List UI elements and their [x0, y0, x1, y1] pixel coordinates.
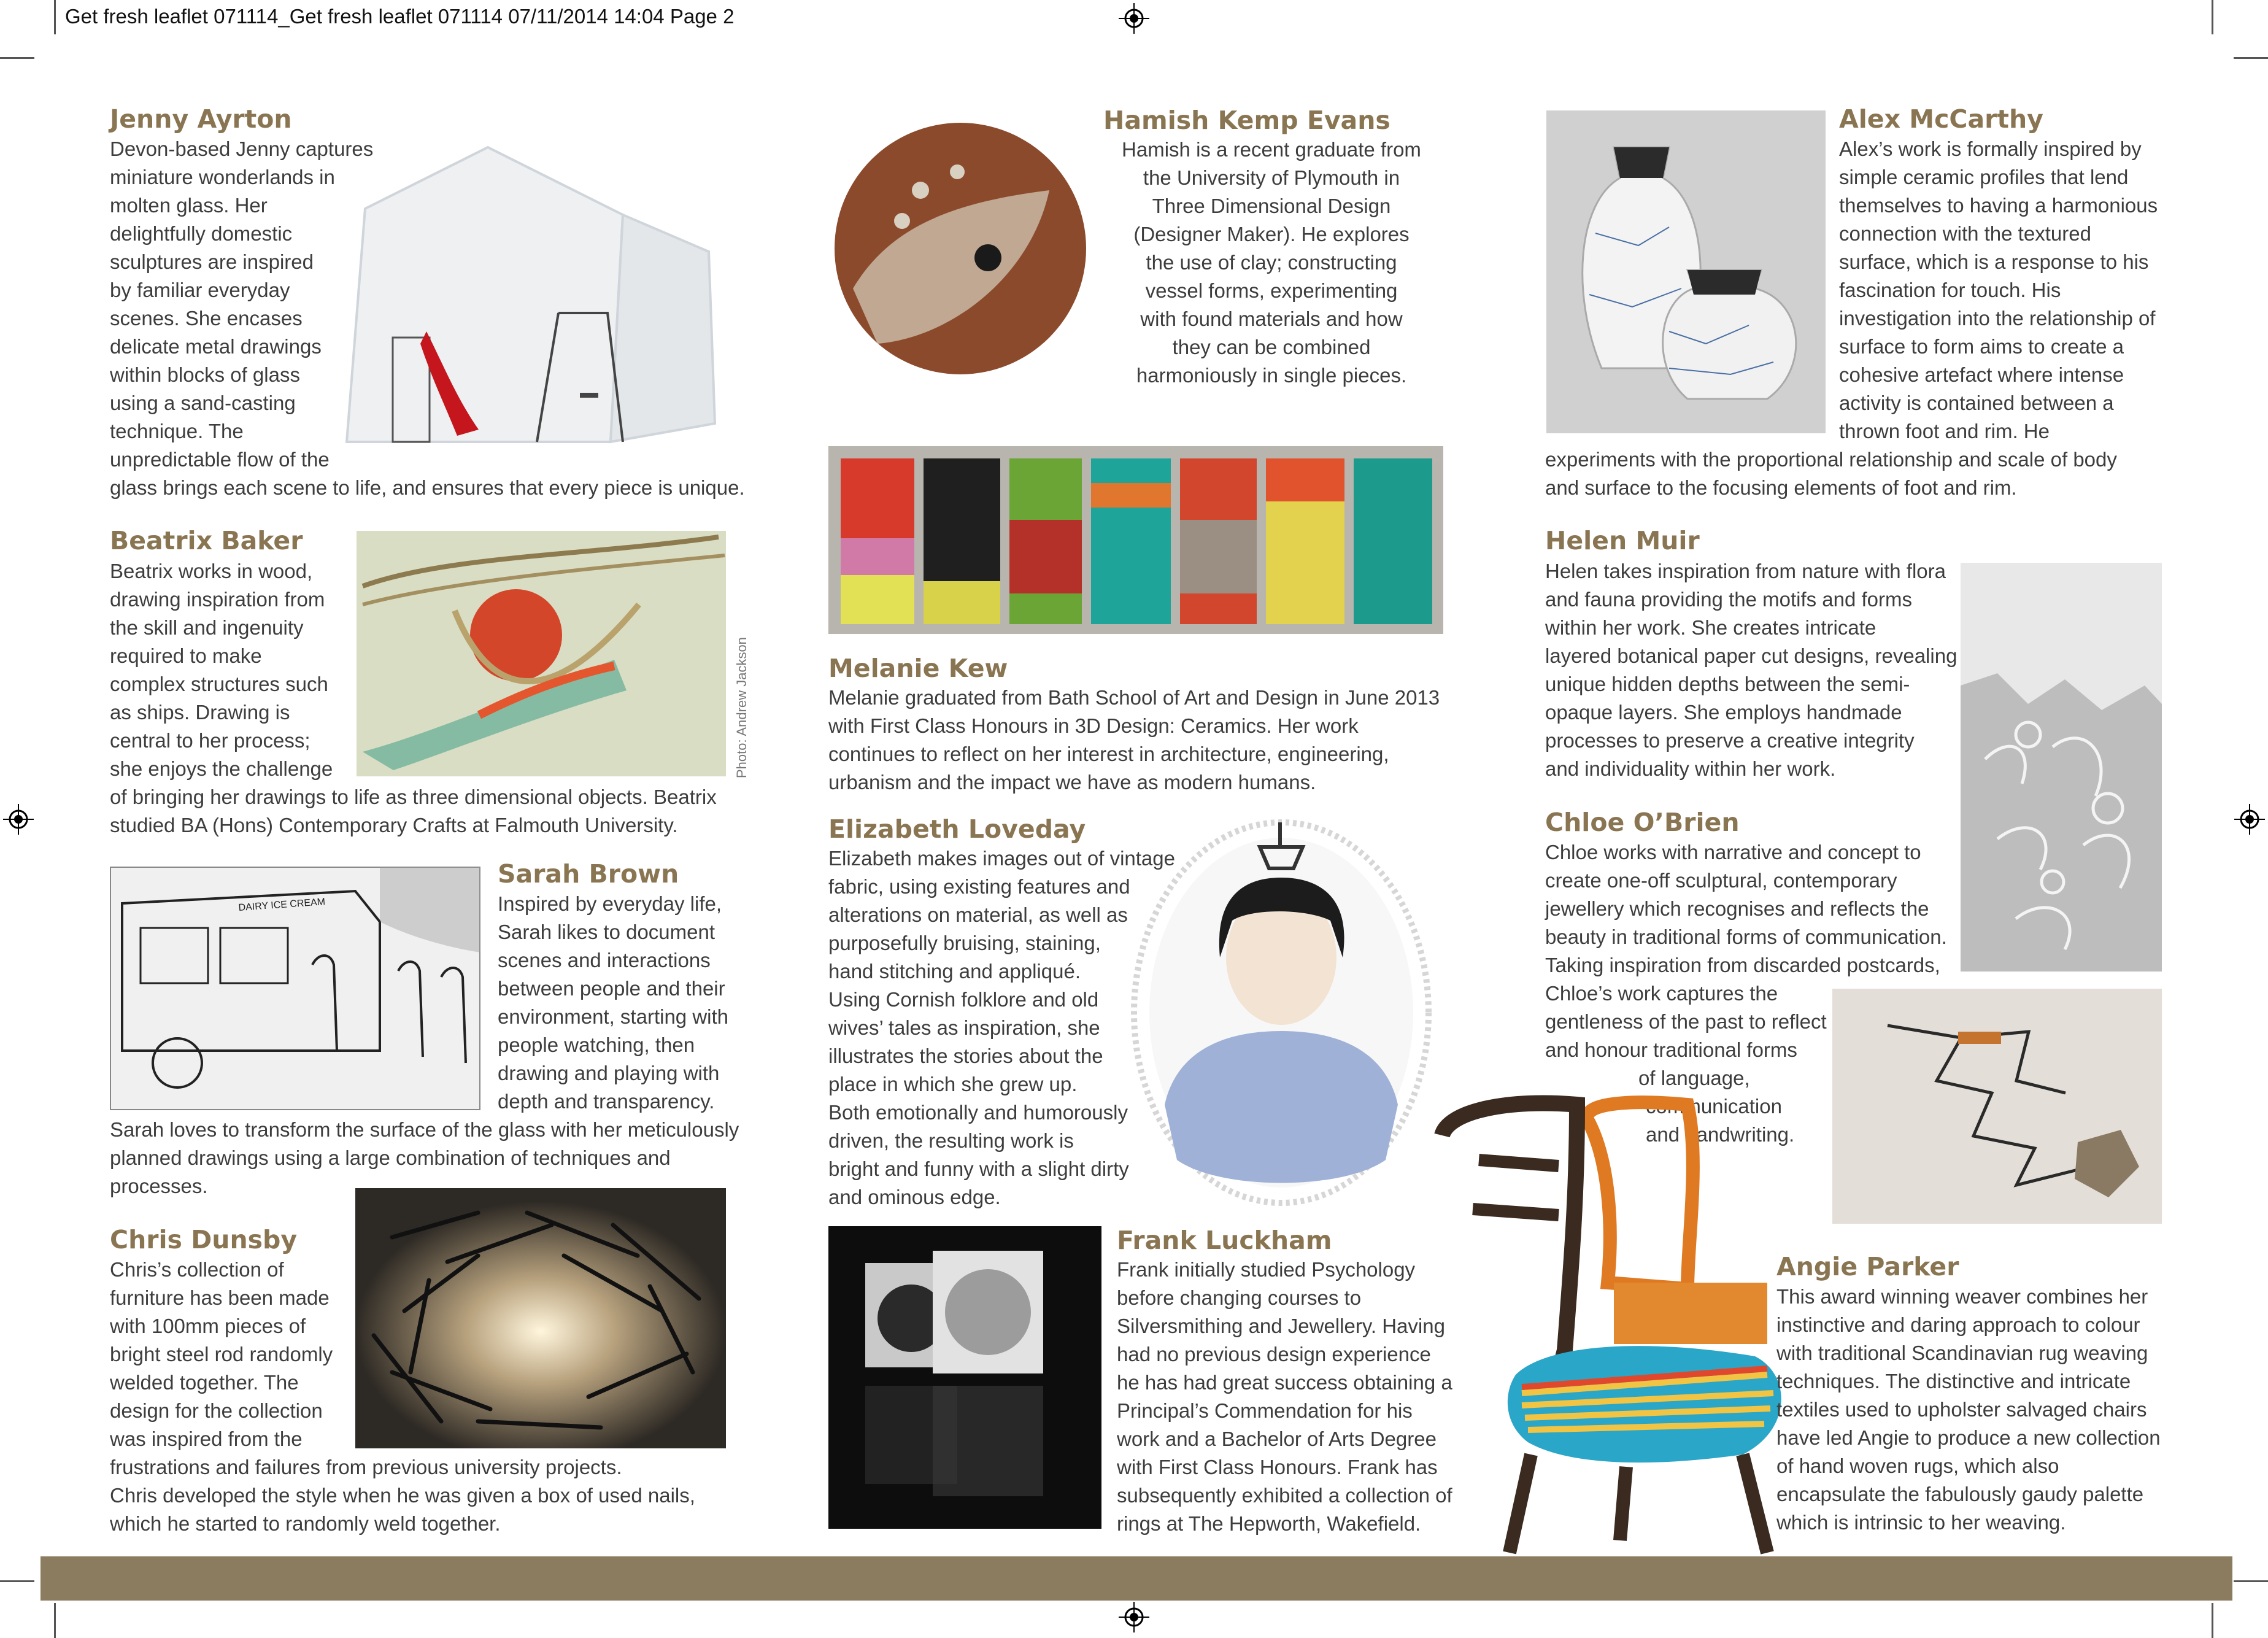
maker-bio: Chris’s collection of furniture has been made with 100mm pieces of bright steel rod randomly welded together. The design for the collection was inspired from the frustrations and failures from previous university projects. Chris developed the style when he was given a box of used nails, which he started to randomly weld together. [110, 1258, 695, 1535]
maker-bio: Elizabeth makes images out of vintage fabric, using existing features and alterations on material, as well as purposefully bruising, staining, hand stitching and appliqué. Using Cornish folklore and old wives’ tales as inspiration, she illustrates the stories about the place in which she grew up. Both emotionally and humorously driven, the resulting work is bright and funny with a slight dirty and ominous edge. [828, 847, 1175, 1208]
maker-name: Melanie Kew [828, 654, 1008, 683]
maker-bio: Alex’s work is formally inspired by simple ceramic profiles that lend themselves to having a harmonious connection with the textured surface, which is a response to his fascination for touch. His investigation into the relationship of surface to form aims to create a cohesive artefact where intense activity is contained between a thrown foot and rim. He [1839, 137, 2158, 442]
maker-name: Helen Muir [1545, 526, 1700, 555]
registration-mark-icon [2234, 804, 2265, 835]
registration-mark-icon [1119, 1602, 1149, 1632]
maker-name: Chris Dunsby [110, 1225, 298, 1254]
wooden-structure-illustration [357, 531, 726, 776]
maker-bio: Melanie graduated from Bath School of Art and Design in June 2013 with First Class Honours in 3D Design: Ceramics. Her work continues to reflect on her interest in architecture, engineering, urbanism and the impact we have as modern humans. [828, 686, 1440, 794]
steel-rod-lamp-image [355, 1188, 726, 1448]
ceramic-vases-image [1546, 110, 1826, 433]
ceramic-cylinders-image [828, 446, 1443, 634]
ceramic-orb-illustration [828, 117, 1092, 381]
crop-mark [0, 1580, 34, 1582]
maker-bio: Beatrix works in wood, drawing inspiration from the skill and ingenuity required to make complex structures such as ships. Drawing is central to her process; she enjoys the challenge of bringing her drawings to life as three dimensional objects. Beatrix studied BA (Hons) Contemporary Crafts at Falmouth University. [110, 560, 717, 836]
doily-portrait-illustration [1128, 816, 1435, 1209]
wire-jewellery-image [1832, 989, 2162, 1224]
maker-name: Beatrix Baker [110, 526, 303, 555]
footer-band [40, 1556, 2232, 1601]
maker-name: Angie Parker [1776, 1252, 1959, 1281]
silver-rings-illustration [828, 1226, 1101, 1529]
registration-mark-icon [1119, 3, 1149, 34]
crop-mark [2234, 57, 2268, 59]
maker-name: Chloe O’Brien [1545, 808, 1740, 837]
van-sign-text: DAIRY ICE CREAM [238, 897, 326, 913]
maker-name: Frank Luckham [1117, 1226, 1332, 1255]
crop-mark [54, 0, 56, 34]
maker-name: Hamish Kemp Evans [1103, 106, 1390, 135]
crop-mark [2212, 0, 2213, 34]
maker-bio: Inspired by everyday life, Sarah likes to document scenes and interactions between people and their environment, starting with people watching, then drawing and playing with depth and transparency. [498, 892, 729, 1113]
maker-name: Jenny Ayrton [110, 104, 292, 134]
crop-mark [54, 1603, 56, 1638]
maker-bio: Frank initially studied Psychology before changing courses to Silversmithing and Jewellery. Having had no previous design experience he has had great success obtaining a Principal’s Commendation for his work and a Bachelor of Arts Degree with First Class Honours. Frank has subsequently exhibited a collection of rings at The Hepworth, Wakefield. [1117, 1258, 1452, 1535]
upholstered-chairs-image [1424, 1086, 1816, 1559]
paper-cut-image [1961, 563, 2162, 972]
maker-name: Elizabeth Loveday [828, 814, 1086, 844]
wooden-ship-sculpture-image [357, 531, 726, 776]
steel-rod-nest-illustration [355, 1188, 726, 1448]
crop-mark [2212, 1603, 2213, 1638]
ceramic-vases-illustration [1546, 110, 1826, 433]
ceramic-orb-image [828, 117, 1092, 381]
maker-bio: Devon-based Jenny captures miniature wonderlands in molten glass. Her delightfully domestic sculptures are inspired by familiar everyday scenes. She encases delicate metal drawings within blocks of glass using a sand-casting technique. The unpredictable flow of the glass brings each scene to life, and ensures that every piece is unique. [110, 137, 745, 499]
registration-mark-icon [3, 804, 34, 835]
maker-name: Alex McCarthy [1839, 104, 2043, 134]
maker-name: Sarah Brown [498, 859, 679, 889]
crop-mark [0, 57, 34, 59]
paper-cut-illustration [1961, 563, 2162, 972]
maker-bio: Helen takes inspiration from nature with flora and fauna providing the motifs and forms within her work. She creates intricate layered botanical paper cut designs, revealing unique hidden depths between the semi- opaque layers. She employs handmade processes to preserve a creative integrity and individuality within her work. [1545, 560, 1958, 780]
fabric-portrait-image [1128, 816, 1435, 1209]
ice-cream-van-drawing [110, 867, 480, 1110]
crop-mark [2234, 1580, 2268, 1582]
maker-bio: This award winning weaver combines her instinctive and daring approach to colour with traditional Scandinavian rug weaving techniques. The distinctive and intricate textiles used to upholster salvaged chairs have led Angie to produce a new collection of hand woven rugs, which also encapsulate the fabulously gaudy palette which is intrinsic to her weaving. [1776, 1285, 2161, 1534]
maker-bio: Chloe works with narrative and concept to create one-off sculptural, contemporary jewellery which recognises and reflects the beauty in traditional forms of communication. Taking inspiration from discarded postcards, Chloe’s work captures the gentleness of the past to reflect and honour traditional forms [1545, 841, 1947, 1061]
chairs-illustration [1424, 1086, 1816, 1559]
photo-credit: Photo: Andrew Jackson [734, 637, 749, 778]
maker-bio: Hamish is a recent graduate from the University of Plymouth in Three Dimensional Design (Designer Maker). He explores the use of clay; constructing vessel forms, experimenting with found materials and how they can be combined harmoniously in single pieces. [1122, 138, 1421, 387]
maker-bio-continued: experiments with the proportional relationship and scale of body and surface to the focusing elements of foot and rim. [1545, 448, 2117, 499]
maker-bio-continued: Sarah loves to transform the surface of the glass with her meticulously planned drawings using a large combination of techniques and processes. [110, 1118, 739, 1197]
maker-bio-continued: of language, communication and handwriting. [1638, 1067, 1795, 1146]
silver-rings-image [828, 1226, 1101, 1529]
ceramic-cylinders-illustration [828, 446, 1443, 634]
glass-drawing-image [110, 867, 480, 1110]
print-slug: Get fresh leaflet 071114_Get fresh leaflet 071114 07/11/2014 14:04 Page 2 [65, 5, 735, 28]
wire-necklace-illustration [1832, 989, 2162, 1224]
